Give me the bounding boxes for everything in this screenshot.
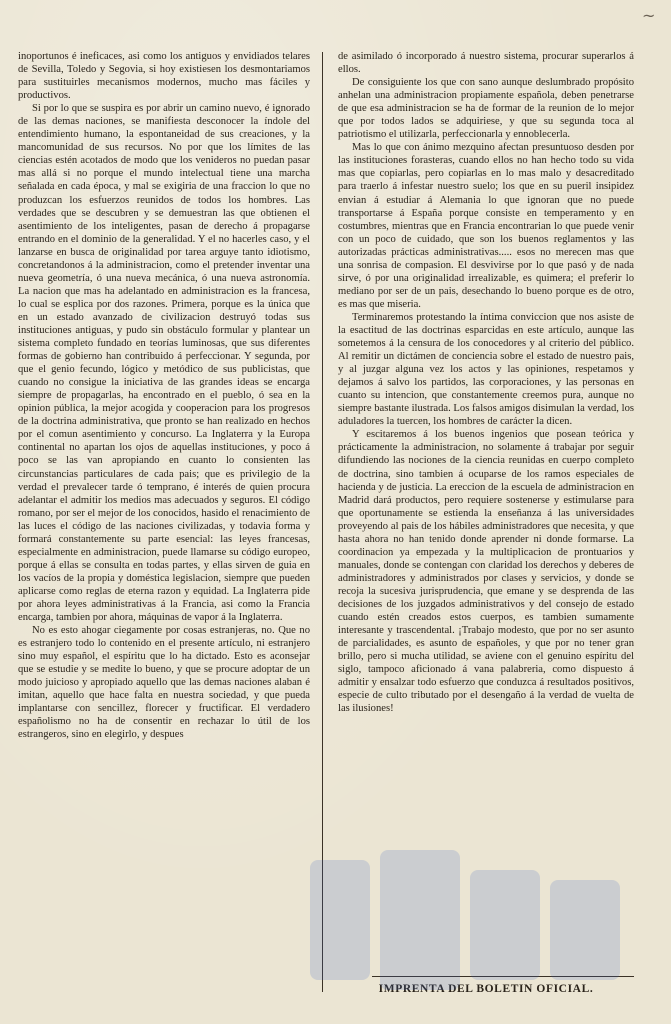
imprint-line: IMPRENTA DEL BOLETIN OFICIAL. — [378, 983, 594, 995]
footer-rule — [372, 976, 634, 977]
paragraph: Terminaremos protestando la íntima conviccion que nos asiste de la esactitud de las doctrinas esparcidas en este artículo, aunque las sometemos á la censura de los conocedores y al criterio del público. Al remitir un dictámen de conciencia sobre el estado de nuestro pais, y al juzgar alguna vez los actos y las opiniones, respetamos y dejamos á salvo los partidos, las corporaciones, y las personas en cuanto su intencion, que constantemente creemos pura, aunque no siempre bastante ilustrada. Los falsos amigos disimulan la verdad, los aduladores la tuercen, los hombres de carácter la dicen. — [338, 311, 634, 428]
right-column — [338, 50, 634, 990]
paragraph: de asimilado ó incorporado á nuestro sistema, procurar superarlos á ellos. — [338, 51, 634, 76]
paragraph: No es esto ahogar ciegamente por cosas estranjeras, no. Que no es estranjero todo lo contenido en el presente artículo, ni estranjero sino muy español, el espíritu que lo ha dictado. Esto es aconsejar que se estudie y se medite lo bueno, y que se procure adoptar de un modo juicioso y apropiado aquello que las demas naciones alaban é imitan, aquello que hace falta en nuestra sociedad, y que pueda implantarse con sencillez, florecer y fructificar. El verdadero españolismo no ha de consentir en rechazar lo útil de los estrangeros, sino en elegirlo, y despues — [18, 625, 310, 741]
paragraph: Si por lo que se suspira es por abrir un camino nuevo, é ignorado de las demas naciones, se manifiesta desconocer la índole del entendimiento humano, la espontaneidad de sus creaciones, y la mancomunidad de sus recursos. No por que los límites de las ciencias estén acotados de modo que los venideros no puedan pasar mas allá si no porque el mundo intelectual tiene una marcha señalada en cada época, y mal se exigiria de una fraccion lo que no produzcan los esfuerzos reunidos de todos los hombres. Las verdades que se descubren y se demuestran las que obtienen el asentimiento de los inteligentes, pasan de derecho á propagarse entrando en el dominio de la generalidad. Y el no hacerles caso, y el lanzarse en busca de originalidad por tarea arguye tanto idiotismo, concretandonos á la administracion, como el pretender inventar una nueva geometría, ó una nueva mecánica, ó una nueva astronomía. La nacion que mas ha adelantado en administracion es la francesa, lo cual se esplica por dos razones. Primera, porque es la única que en un estado avanzado de civilizacion destruyó todas sus instituciones antiguas, y pudo sin obstáculo formular y plantear un sistema completo fundado en teorías luminosas, que sus diferentes formas de gobierno han contribuido á perfeccionar. Y segunda, por que el genio fecundo, lógico y metódico de sus publicistas, que cuando no consigue la iniciativa de las grandes ideas se encarga siempre de propagarlas, ha encontrado en el pueblo, ó sea en la opinion pública, la mejor acogida y cooperacion para los progresos de la doctrina administrativa, que pronto se han realizado en hechos por el comun asentimiento y concurso. La Inglaterra y la Europa continental no apartan los ojos de aquellas instituciones, y poco á poco se las van apropiando en cuanto lo consienten las circunstancias particulares de cada pais; que es privilegio de la verdad el prevalecer tarde ó temprano, é interés de quien procura adelantar el admitir los medios mas adecuados y seguros. El código romano, por ser el mejor de los conocidos, hasido el renacimiento de las luces el código de las naciones civilizadas, y todavia forma y formará constantemente su parte esencial: las leyes francesas, especialmente en administracion, puede llamarse su código europeo, porque á ellas se consulta en todas partes, y ellas sirven de guia en los vacíos de la propia y doméstica legislacion, siempre que pueden aplicarse como reglas de eterna razon y equidad. La Inglaterra pide por ahora leyes administrativas á la Francia, asi como la Francia encarga, tambien por ahora, máquinas de vapor á la Inglaterra. — [18, 103, 310, 624]
paragraph: De consiguiente los que con sano aunque deslumbrado propósito anhelan una administracion propiamente española, deben penetrarse de que esa administracion se ha de formar de la reunion de lo mejor que por todos lados se adquiriese, y que su segunda toca al patriotismo el utilizarla, perfeccionarla y ennoblecerla. — [338, 77, 634, 141]
left-column — [18, 50, 310, 990]
paragraph: Mas lo que con ánimo mezquino afectan presuntuoso desden por las instituciones forasteras, cuando ellos no han hecho todo su vida mas que copiarlas, pero copiarlas en lo mas malo y desacreditado para traerlo á infestar nuestro suelo; los que en su pueril insipidez envian á estudiar á Alemania lo que ignoran que no puede transportarse á España porque consiste en temperamento y en costumbres, mientras que en Francia encontrarian lo que puede venir con un poco de cuidado, que son los buenos reglamentos y las autorizadas prácticas administrativas..... esos no merecen mas que una sonrisa de compasion. El desvivirse por lo que pasó y de nada sirve, ó por una originalidad irrealizable, es quimera; el preferir lo mediano por ser de un pais, desechando lo bueno porque es de otro, es mas que miseria. — [338, 142, 634, 310]
margin-mark: ~ — [642, 6, 656, 25]
column-divider — [322, 52, 323, 992]
paragraph: inoportunos é ineficaces, asi como los antiguos y envidiados telares de Sevilla, Toledo y Segovia, si hoy existiesen los desmontariamos para sustituirles mecanismos modernos, mucho mas fáciles y productivos. — [18, 51, 310, 102]
paragraph: Y escitaremos á los buenos ingenios que posean teórica y prácticamente la administracion, no solamente á trabajar por seguir difundiendo las nociones de la ciencia reunidas en cuerpo completo de doctrina, sino tambien á ocuparse de los ramos especiales de hacienda y de justicia. La ereccion de la escuela de administracion en Madrid dará productos, pero requiere sostenerse y estimularse para que oportunamente se estienda la enseñanza á las universidades proveyendo al pais de los hábiles administradores que necesita, y que hasta ahora no han tenido donde aprender ni donde formarse. La coordinacion ya empezada y la multiplicacion de prontuarios y manuales, donde se contengan con claridad los derechos y deberes de administradores y administrados por clases y servicios, y donde se recoja la sucesiva jurisprudencia, que emane y se desprenda de las decisiones de los juzgados administrativos y del consejo de estado cuando estén creados estos cuerpos, es tambien sumamente interesante y trascendental. ¡Trabajo modesto, que por no ser asunto de parcialidades, es asunto de españoles, y que por no tener gran brillo, pero si mucha utilidad, se aviene con el genuino espíritu del siglo, tampoco aficionado á vana palabreria, como dispuesto á admitir y ensalzar todo esfuerzo que conduzca á resultados positivos, especie de culto tributado por el desengaño á la verdad de vuelta de las ilusiones! — [338, 429, 634, 715]
